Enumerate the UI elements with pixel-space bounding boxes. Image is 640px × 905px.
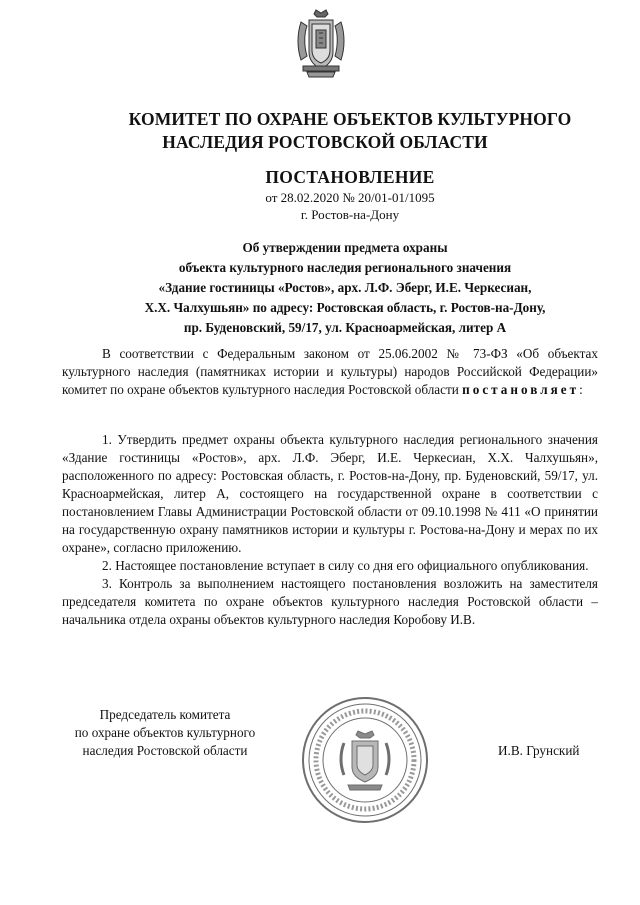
document-type-heading: ПОСТАНОВЛЕНИЕ bbox=[265, 167, 435, 187]
signatory-position bbox=[60, 706, 270, 760]
subject-line: пр. Буденовский, 59/17, ул. Красноармейская, литер А bbox=[183, 320, 507, 335]
subject-line: Х.Х. Чалхушьян» по адресу: Ростовская область, г. Ростов-на-Дону, bbox=[144, 300, 546, 315]
document-subject bbox=[60, 238, 640, 338]
subject-line: Об утверждении предмета охраны bbox=[242, 240, 448, 255]
item-paragraph: 2. Настоящее постановление вступает в силу со дня его официального опубликования. bbox=[102, 558, 589, 573]
resolution-items bbox=[62, 431, 598, 629]
coat-of-arms-emblem bbox=[295, 8, 347, 80]
position-line: по охране объектов культурного bbox=[74, 725, 256, 740]
committee-title bbox=[120, 108, 580, 154]
subject-line: «Здание гостиницы «Ростов», арх. Л.Ф. Эберг, И.Е. Черкесиан, bbox=[158, 280, 532, 295]
resolves-word: постановляет bbox=[462, 382, 580, 397]
preamble-end: : bbox=[579, 382, 583, 397]
item-paragraph: 3. Контроль за выполнением настоящего постановления возложить на заместителя председателя комитета по охране объектов культурного наследия Ростовской области – начальника отдела охраны объектов культурного наследия Коробову И.В. bbox=[62, 576, 598, 627]
preamble bbox=[62, 345, 598, 399]
item-paragraph: 1. Утвердить предмет охраны объекта культурного наследия регионального значения «Здание гостиницы «Ростов», арх. Л.Ф. Эберг, И.Е. Черкесиан, Х.Х. Чалхушьян», расположенного по адресу: Ростовская область, г. Ростов-на-Дону, пр. Буденовский, 59/17, ул. Красноармейская, литер А, состоящего на государственной охране в соответствии с постановлением Главы Администрации Ростовской области от 09.10.1998 № 411 «О принятии на государственную охрану памятников истории и культуры г. Ростова-на-Дону и мерах по их охране», согласно приложению. bbox=[62, 432, 598, 555]
position-line: Председатель комитета bbox=[99, 707, 231, 722]
date-number: от 28.02.2020 № 20/01-01/1095 bbox=[265, 190, 435, 205]
preamble-text: В соответствии с Федеральным законом от 25.06.2002 № 73-ФЗ «Об объектах культурного наследия (памятниках истории и культуры) народов Российской Федерации» комитет по охране объектов культурного наследия Ростовской области bbox=[62, 346, 598, 397]
subject-line: объекта культурного наследия регионального значения bbox=[178, 260, 512, 275]
preamble-paragraph bbox=[62, 345, 598, 399]
committee-title-line2: НАСЛЕДИЯ РОСТОВСКОЙ ОБЛАСТИ bbox=[162, 132, 488, 152]
committee-title-line1: КОМИТЕТ ПО ОХРАНЕ ОБЪЕКТОВ КУЛЬТУРНОГО bbox=[128, 109, 572, 129]
position-line: наследия Ростовской области bbox=[82, 743, 248, 758]
city: г. Ростов-на-Дону bbox=[300, 207, 400, 222]
official-seal bbox=[300, 695, 430, 825]
signatory-name: И.В. Грунский bbox=[498, 743, 580, 758]
